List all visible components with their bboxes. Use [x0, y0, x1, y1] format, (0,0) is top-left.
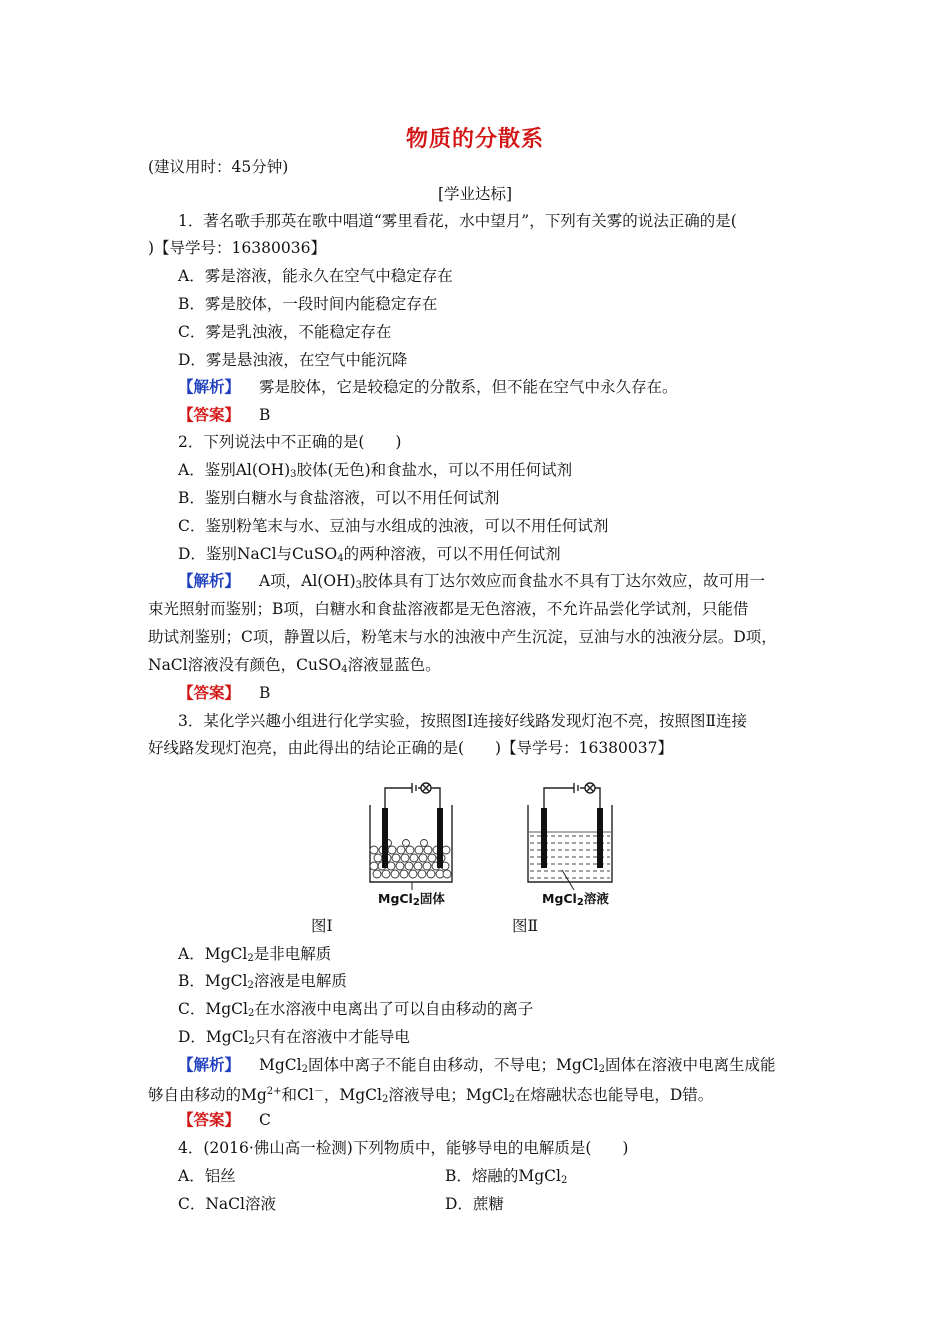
- q3-analysis-line2: 够自由移动的$Mg^{2+}$和Cl－，MgCl$_2$溶液导电；MgCl$_2$在熔融状态也能导电，D错。: [148, 1086, 714, 1105]
- q1-answer: [178, 404, 270, 426]
- q1-option-a: A．雾是溶液，能永久在空气中稳定存在: [178, 267, 453, 285]
- document-title: 物质的分散系: [405, 126, 544, 152]
- section-heading: [学业达标]: [437, 185, 513, 203]
- q2-stem: 2．下列说法中不正确的是( ): [178, 433, 402, 451]
- q3-analysis-line1: 【解析】 MgCl$_2$固体中离子不能自由移动，不导电；MgCl$_2$固体在溶液中电离生成能: [178, 1055, 776, 1075]
- q2-analysis-line1: 【解析】 A项，$Al(OH)_3$胶体具有丁达尔效应而食盐水不具有丁达尔效应，故可用一: [178, 571, 766, 591]
- q3-option-b: B．MgCl$_2$溶液是电解质: [178, 972, 347, 991]
- answer-tag: 【答案】: [178, 405, 241, 424]
- q2-analysis-line2: 束光照射而鉴别；B项，白糖水和食盐溶液都是无色溶液，不允许品尝化学试剂，只能借: [148, 600, 749, 618]
- q2-analysis-line3: 助试剂鉴别；C项，静置以后，粉笔末与水的浊液中产生沉淀，豆油与水的浊液分层。D项，: [148, 628, 777, 646]
- q2-analysis-line4: NaCl溶液没有颜色，CuSO$_4$溶液显蓝色。: [148, 656, 441, 675]
- q2-option-c: C．鉴别粉笔末与水、豆油与水组成的浊液，可以不用任何试剂: [178, 517, 609, 535]
- q3-answer-value: C: [258, 1111, 271, 1129]
- q3-stem-line1: 3．某化学兴趣小组进行化学实验，按照图Ⅰ连接好线路发现灯泡不亮，按照图Ⅱ连接: [178, 712, 748, 730]
- q2-answer-value: B: [258, 684, 271, 702]
- q4-option-a: A．铝丝: [178, 1167, 236, 1185]
- q1-option-c: C．雾是乳浊液，不能稳定存在: [178, 323, 392, 341]
- answer-tag: 【答案】: [178, 683, 241, 702]
- time-hint: (建议用时：45分钟): [148, 158, 289, 176]
- q4-option-c: C．NaCl溶液: [178, 1195, 276, 1213]
- figure-2-caption: 图Ⅱ: [512, 917, 539, 935]
- q2-option-b: B．鉴别白糖水与食盐溶液，可以不用任何试剂: [178, 489, 500, 507]
- q1-analysis: [178, 376, 677, 398]
- q1-stem-line2: )【导学号：16380036】: [148, 239, 326, 257]
- q1-answer-value: B: [258, 406, 271, 424]
- analysis-tag: 【解析】: [178, 571, 241, 590]
- q2-option-d: D．鉴别NaCl与CuSO$_4$的两种溶液，可以不用任何试剂: [178, 545, 561, 564]
- q2-answer: [178, 682, 270, 704]
- answer-tag: 【答案】: [178, 1110, 241, 1129]
- q3-option-a: A．MgCl$_2$是非电解质: [178, 945, 332, 964]
- analysis-tag: 【解析】: [178, 1055, 241, 1074]
- figure-2-label: MgCl$_2$溶液: [542, 891, 609, 908]
- figure-1-caption: 图Ⅰ: [311, 917, 333, 935]
- analysis-tag: 【解析】: [178, 377, 241, 396]
- q3-option-d: D．MgCl$_2$只有在溶液中才能导电: [178, 1028, 410, 1047]
- figure-1-label: MgCl$_2$固体: [378, 891, 445, 908]
- q4-stem: 4．(2016·佛山高一检测)下列物质中，能够导电的电解质是( ): [178, 1139, 629, 1157]
- q3-option-c: C．MgCl$_2$在水溶液中电离出了可以自由移动的离子: [178, 1000, 534, 1019]
- q2-option-a: A．鉴别$Al(OH)_3$胶体(无色)和食盐水，可以不用任何试剂: [178, 461, 573, 480]
- q1-option-d: D．雾是悬浊液，在空气中能沉降: [178, 351, 408, 369]
- q1-stem-line1: 1．著名歌手那英在歌中唱道“雾里看花，水中望月”，下列有关雾的说法正确的是(: [178, 212, 737, 230]
- q3-answer: [178, 1109, 271, 1131]
- q4-option-d: D．蔗糖: [445, 1195, 504, 1213]
- q3-stem-line2: 好线路发现灯泡亮，由此得出的结论正确的是( )【导学号：16380037】: [148, 739, 673, 757]
- q1-analysis-text: 雾是胶体，它是较稳定的分散系，但不能在空气中永久存在。: [258, 378, 678, 396]
- q1-option-b: B．雾是胶体，一段时间内能稳定存在: [178, 295, 438, 313]
- q4-option-b: B．熔融的MgCl$_2$: [445, 1167, 568, 1186]
